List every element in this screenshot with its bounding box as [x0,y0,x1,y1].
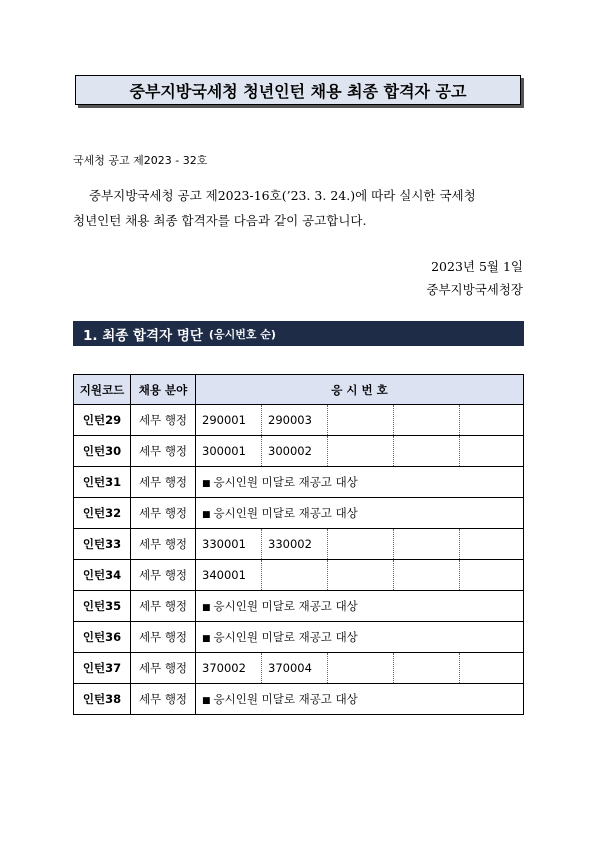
cell-field: 세무 행정 [131,560,196,591]
notice-title [75,75,521,105]
cell-code: 인턴31 [74,467,131,498]
cell-exam-number [394,405,460,436]
bullet-square-icon: ■ [202,603,211,613]
notice-date: 2023년 5월 1일 [431,259,523,274]
table-row [74,467,524,498]
cell-exam-number [394,436,460,467]
reference-number: 국세청 공고 제2023 - 32호 [73,154,208,167]
cell-exam-number [460,436,524,467]
cell-code: 인턴38 [74,684,131,715]
cell-code: 인턴36 [74,622,131,653]
issuer: 중부지방국세청장 [426,282,523,297]
cell-exam-number [460,653,524,684]
cell-exam-number: 370002 [196,653,262,684]
cell-exam-number [328,653,394,684]
cell-field: 세무 행정 [131,591,196,622]
section-header [73,321,524,346]
cell-exam-number [460,405,524,436]
section-title: 1. 최종 합격자 명단 [83,327,203,344]
cell-note [196,591,524,622]
table-row [74,653,524,684]
section-subtitle: (응시번호 순) [208,327,276,341]
cell-field: 세무 행정 [131,653,196,684]
cell-field: 세무 행정 [131,529,196,560]
cell-exam-number: 370004 [262,653,328,684]
cell-exam-number: 330001 [196,529,262,560]
cell-field: 세무 행정 [131,405,196,436]
cell-code: 인턴34 [74,560,131,591]
header-code: 지원코드 [74,375,131,405]
cell-field: 세무 행정 [131,498,196,529]
cell-exam-number [328,405,394,436]
table-row [74,529,524,560]
header-field: 채용 분야 [131,375,196,405]
cell-exam-number [328,529,394,560]
cell-exam-number: 330002 [262,529,328,560]
table-row [74,684,524,715]
cell-note [196,622,524,653]
body-line-2: 청년인턴 채용 최종 합격자를 다음과 같이 공고합니다. [73,213,367,228]
cell-exam-number [460,529,524,560]
body-line-1: 중부지방국세청 공고 제2023-16호(’23. 3. 24.)에 따라 실시한 국세청 [89,188,476,203]
cell-exam-number: 290003 [262,405,328,436]
cell-code: 인턴32 [74,498,131,529]
cell-exam-number: 300002 [262,436,328,467]
cell-exam-number [262,560,328,591]
header-numbers: 응 시 번 호 [196,375,524,405]
cell-note [196,467,524,498]
cell-code: 인턴37 [74,653,131,684]
table-body [74,405,524,715]
table-row [74,405,524,436]
table-header-row [74,375,524,405]
note-text: 응시인원 미달로 재공고 대상 [213,630,358,644]
cell-note [196,684,524,715]
table-row [74,591,524,622]
cell-note [196,498,524,529]
notice-title-text: 중부지방국세청 청년인턴 채용 최종 합격자 공고 [129,81,467,101]
cell-code: 인턴33 [74,529,131,560]
cell-field: 세무 행정 [131,467,196,498]
cell-exam-number [328,436,394,467]
bullet-square-icon: ■ [202,510,211,520]
cell-exam-number: 340001 [196,560,262,591]
cell-exam-number [394,529,460,560]
note-text: 응시인원 미달로 재공고 대상 [213,692,358,706]
cell-field: 세무 행정 [131,684,196,715]
cell-exam-number [394,560,460,591]
cell-field: 세무 행정 [131,436,196,467]
table-row [74,498,524,529]
cell-field: 세무 행정 [131,622,196,653]
cell-exam-number: 300001 [196,436,262,467]
table-row [74,436,524,467]
note-text: 응시인원 미달로 재공고 대상 [213,599,358,613]
cell-exam-number [328,560,394,591]
bullet-square-icon: ■ [202,634,211,644]
cell-exam-number: 290001 [196,405,262,436]
cell-code: 인턴29 [74,405,131,436]
cell-code: 인턴35 [74,591,131,622]
bullet-square-icon: ■ [202,479,211,489]
note-text: 응시인원 미달로 재공고 대상 [213,506,358,520]
note-text: 응시인원 미달로 재공고 대상 [213,475,358,489]
results-table [73,374,524,715]
cell-exam-number [460,560,524,591]
table-row [74,622,524,653]
bullet-square-icon: ■ [202,696,211,706]
notice-body [73,183,523,233]
table-row [74,560,524,591]
cell-exam-number [394,653,460,684]
cell-code: 인턴30 [74,436,131,467]
